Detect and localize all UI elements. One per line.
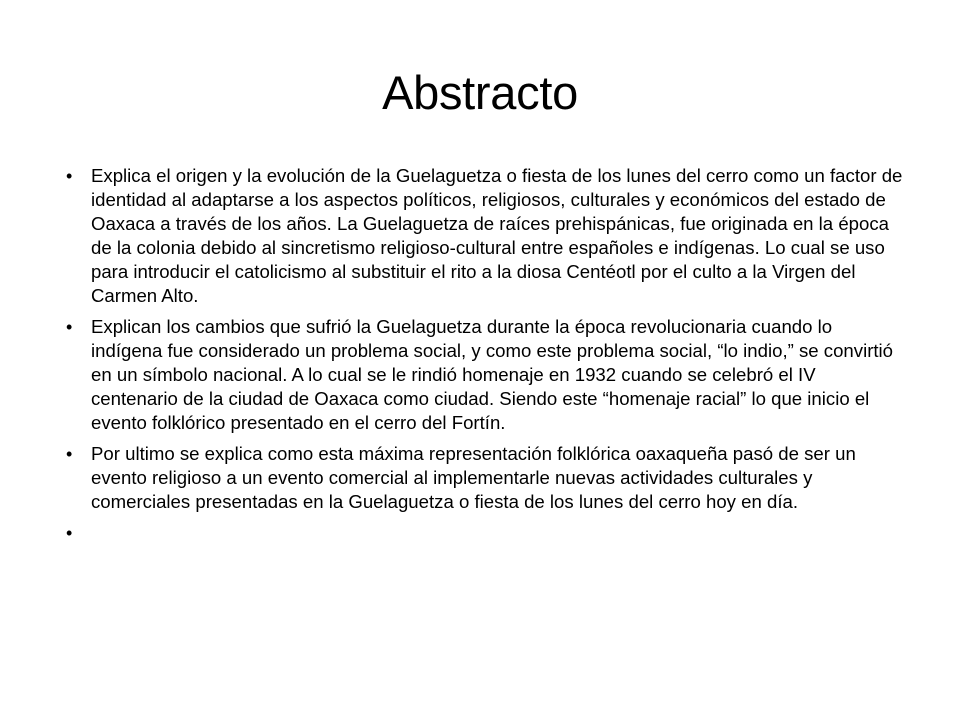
bullet-text: Explica el origen y la evolución de la Guelaguetza o fiesta de los lunes del cerro como un factor de identidad al adaptarse a los aspectos políticos, religiosos, culturales y económicos del estado de Oaxaca a través de los años. La Guelaguetza de raíces prehispánicas, fue originada en la época de la colonia debido al sincretismo religioso-cultural entre españoles e indígenas. Lo cual se uso para introducir el catolicismo al substituir el rito a la diosa Centéotl por el culto a la Virgen del Carmen Alto. — [91, 165, 903, 306]
bullet-item — [66, 164, 906, 308]
bullet-item — [66, 442, 906, 514]
bullet-item-empty — [66, 521, 906, 545]
bullet-icon: • — [66, 523, 73, 543]
bullet-text: Por ultimo se explica como esta máxima representación folklórica oaxaqueña pasó de ser un evento religioso a un evento comercial al implementarle nuevas actividades culturales y comerciales presentadas en la Guelaguetza o fiesta de los lunes del cerro hoy en día. — [91, 443, 856, 512]
slide-title: Abstracto — [382, 66, 578, 119]
bullet-icon: • — [66, 444, 73, 464]
bullet-text: Explican los cambios que sufrió la Guelaguetza durante la época revolucionaria cuando lo indígena fue considerado un problema social, y como este problema social, “lo indio,” se convirtió en un símbolo nacional. A lo cual se le rindió homenaje en 1932 cuando se celebró el IV centenario de la ciudad de Oaxaca como ciudad. Siendo este “homenaje racial” lo que inicio el evento folklórico presentado en el cerro del Fortín. — [91, 316, 894, 433]
bullet-list — [66, 164, 906, 545]
slide-content — [66, 164, 906, 552]
bullet-icon: • — [66, 317, 73, 337]
bullet-icon: • — [66, 166, 73, 186]
bullet-item — [66, 315, 906, 435]
